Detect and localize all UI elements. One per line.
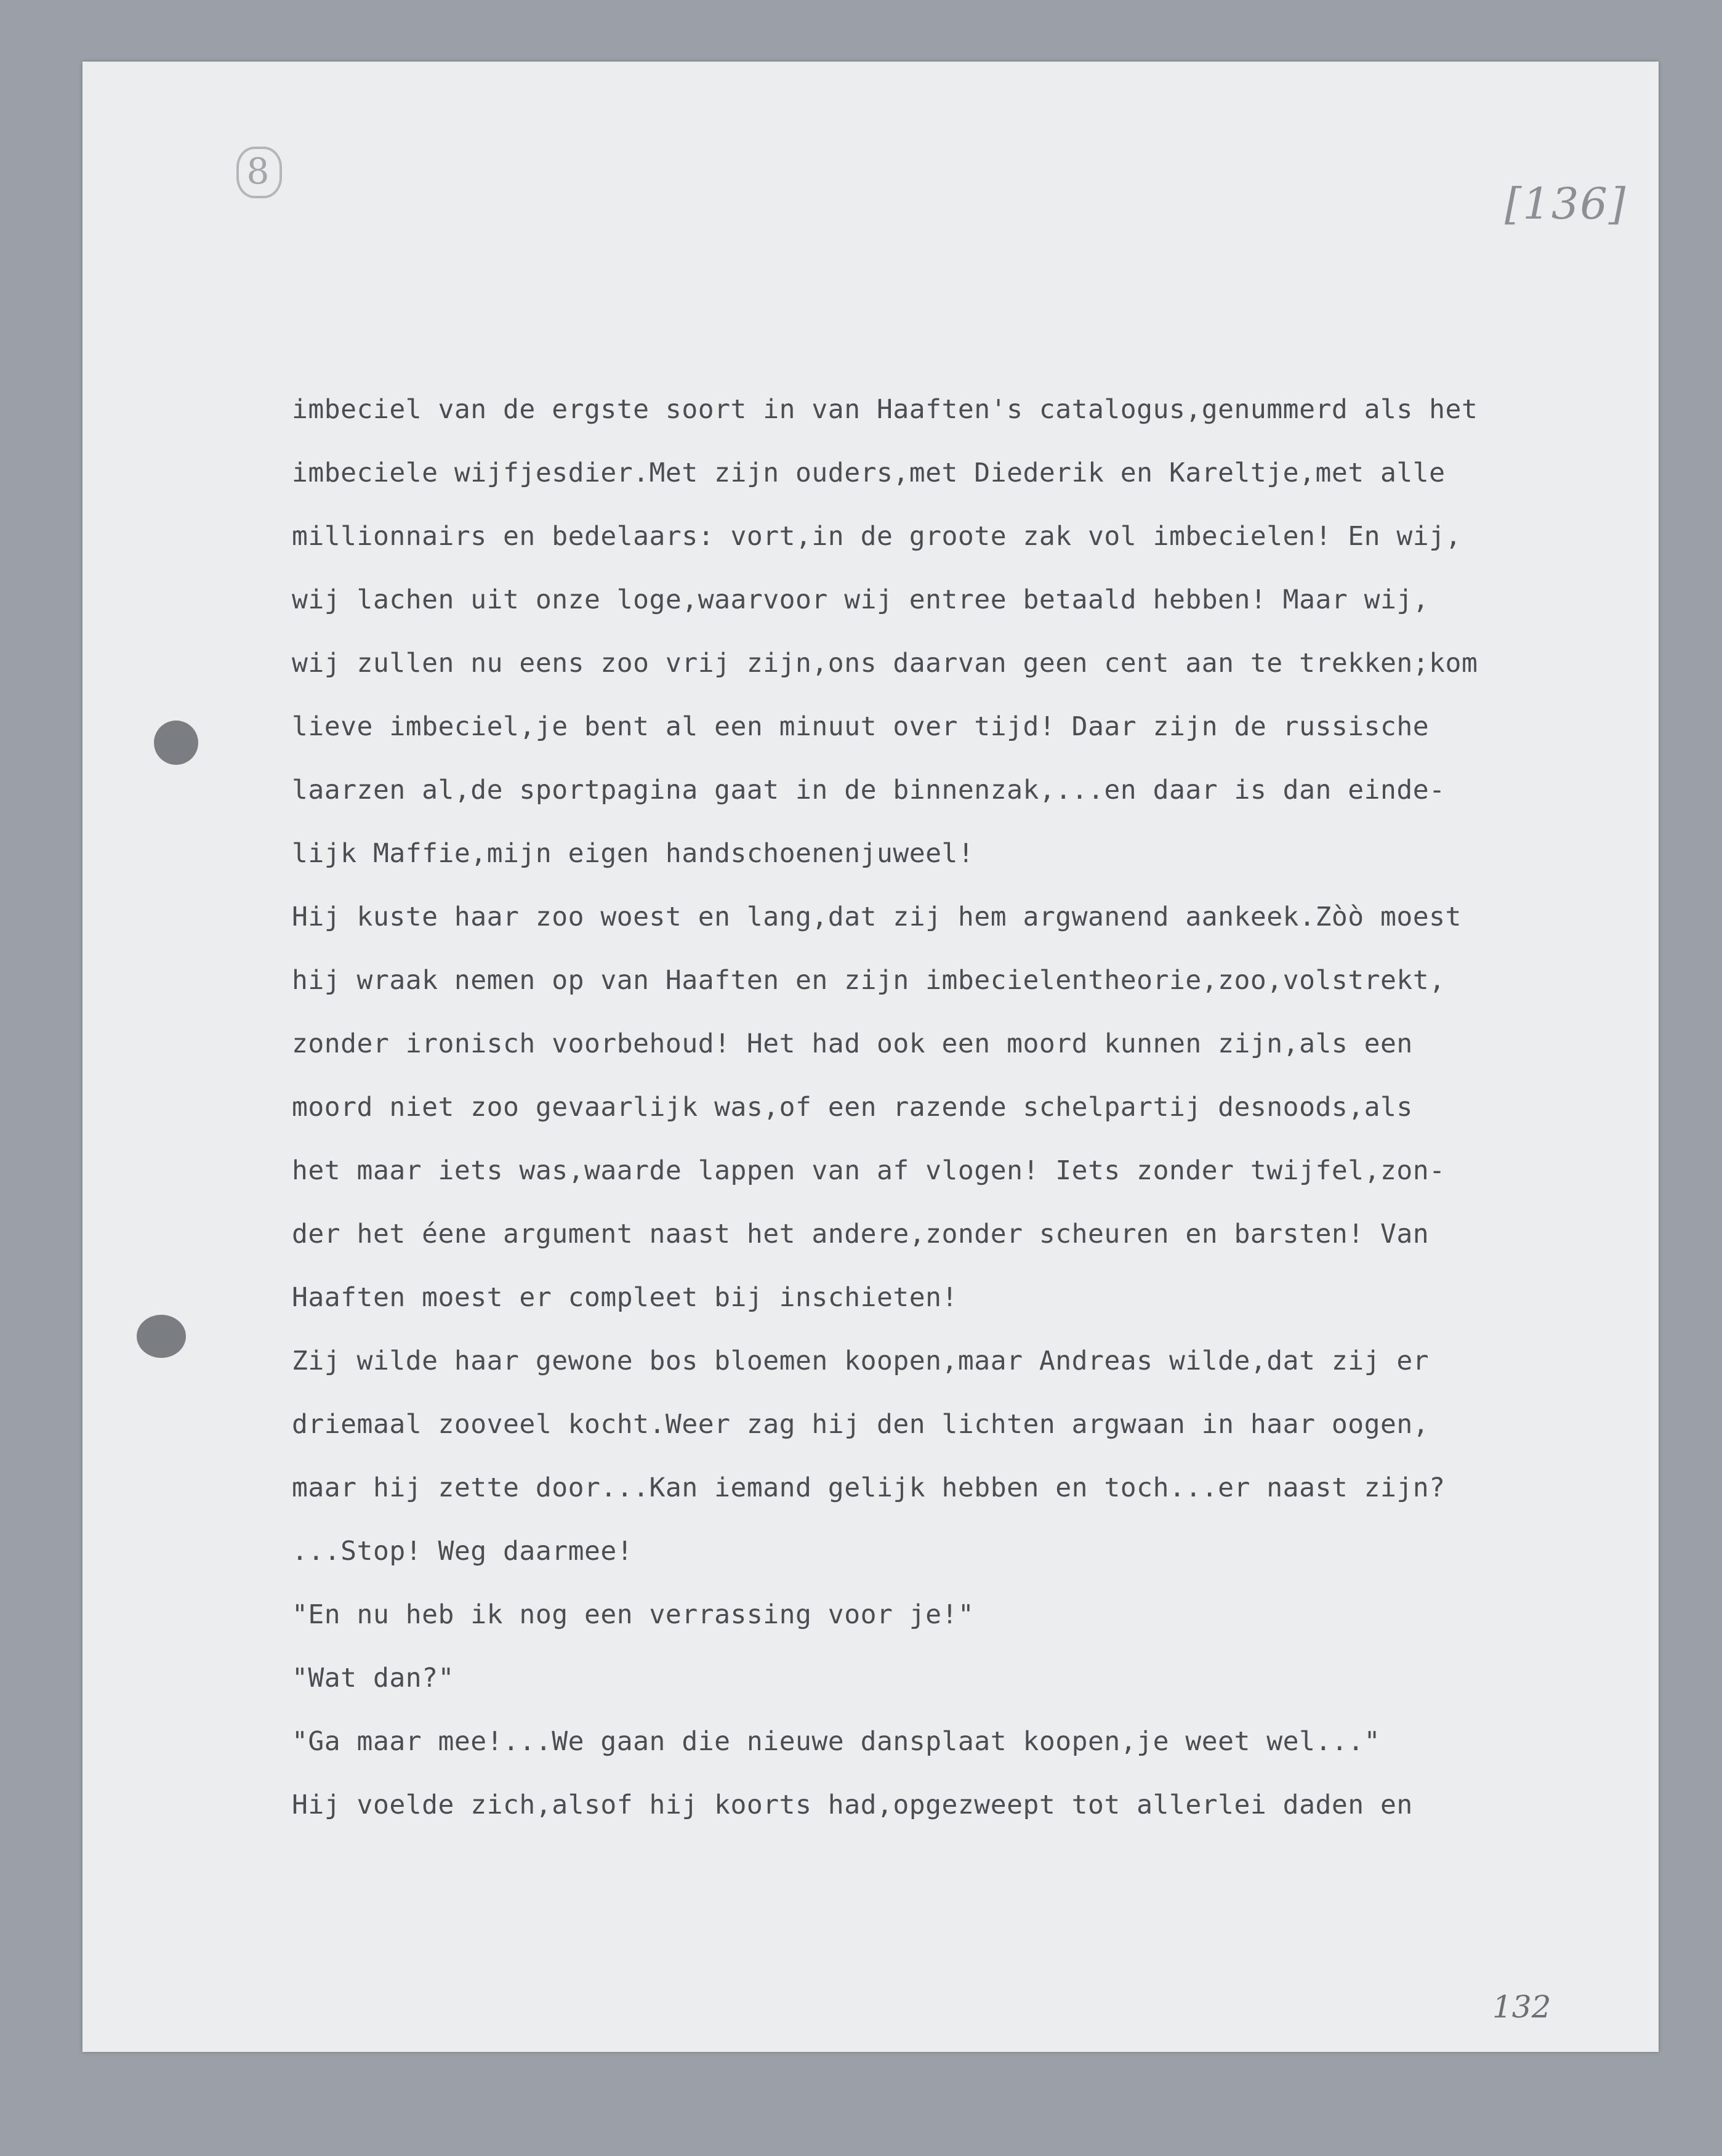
text-line: imbeciel van de ergste soort in van Haaften's catalogus,genummerd als het [292, 394, 1478, 425]
corner-stamp-label: 8 [246, 150, 270, 192]
text-line: "En nu heb ik nog een verrassing voor je!" [292, 1599, 975, 1630]
text-line: het maar iets was,waarde lappen van af vlogen! Iets zonder twijfel,zon- [292, 1155, 1446, 1186]
text-line: "Ga maar mee!...We gaan die nieuwe dansplaat koopen,je weet wel..." [292, 1726, 1381, 1757]
text-line: laarzen al,de sportpagina gaat in de binnenzak,...en daar is dan einde- [292, 775, 1446, 805]
page-number: 132 [1492, 1989, 1551, 2025]
text-line: wij zullen nu eens zoo vrij zijn,ons daarvan geen cent aan te trekken;kom [292, 648, 1478, 679]
text-line: zonder ironisch voorbehoud! Het had ook een moord kunnen zijn,als een [292, 1028, 1413, 1059]
typed-text-body [292, 394, 1659, 1946]
typescript-page [82, 62, 1659, 2052]
text-line: Hij voelde zich,alsof hij koorts had,opgezweept tot allerlei daden en [292, 1790, 1413, 1820]
text-line: Haaften moest er compleet bij inschieten! [292, 1282, 958, 1313]
text-line: wij lachen uit onze loge,waarvoor wij entree betaald hebben! Maar wij, [292, 584, 1430, 615]
corner-stamp [236, 147, 280, 196]
text-line: moord niet zoo gevaarlijk was,of een razende schelpartij desnoods,als [292, 1092, 1413, 1123]
punch-hole [154, 721, 198, 765]
text-line: maar hij zette door...Kan iemand gelijk hebben en toch...er naast zijn? [292, 1472, 1446, 1503]
text-line: der het éene argument naast het andere,zonder scheuren en barsten! Van [292, 1219, 1430, 1250]
text-line: hij wraak nemen op van Haaften en zijn imbecielentheorie,zoo,volstrekt, [292, 965, 1446, 996]
text-line: ...Stop! Weg daarmee! [292, 1536, 634, 1567]
text-line: imbeciele wijfjesdier.Met zijn ouders,met Diederik en Kareltje,met alle [292, 458, 1446, 488]
text-line: Zij wilde haar gewone bos bloemen koopen,maar Andreas wilde,dat zij er [292, 1346, 1430, 1376]
text-line: "Wat dan?" [292, 1663, 454, 1694]
archive-number: [136] [1505, 179, 1627, 229]
text-line: driemaal zooveel kocht.Weer zag hij den lichten argwaan in haar oogen, [292, 1409, 1430, 1440]
text-line: lieve imbeciel,je bent al een minuut over tijd! Daar zijn de russische [292, 711, 1430, 742]
stamp-ring [236, 147, 282, 198]
text-line: millionnairs en bedelaars: vort,in de groote zak vol imbecielen! En wij, [292, 521, 1462, 552]
punch-hole [137, 1315, 186, 1358]
text-line: lijk Maffie,mijn eigen handschoenenjuweel! [292, 838, 975, 869]
text-line: Hij kuste haar zoo woest en lang,dat zij hem argwanend aankeek.Zòò moest [292, 902, 1462, 932]
